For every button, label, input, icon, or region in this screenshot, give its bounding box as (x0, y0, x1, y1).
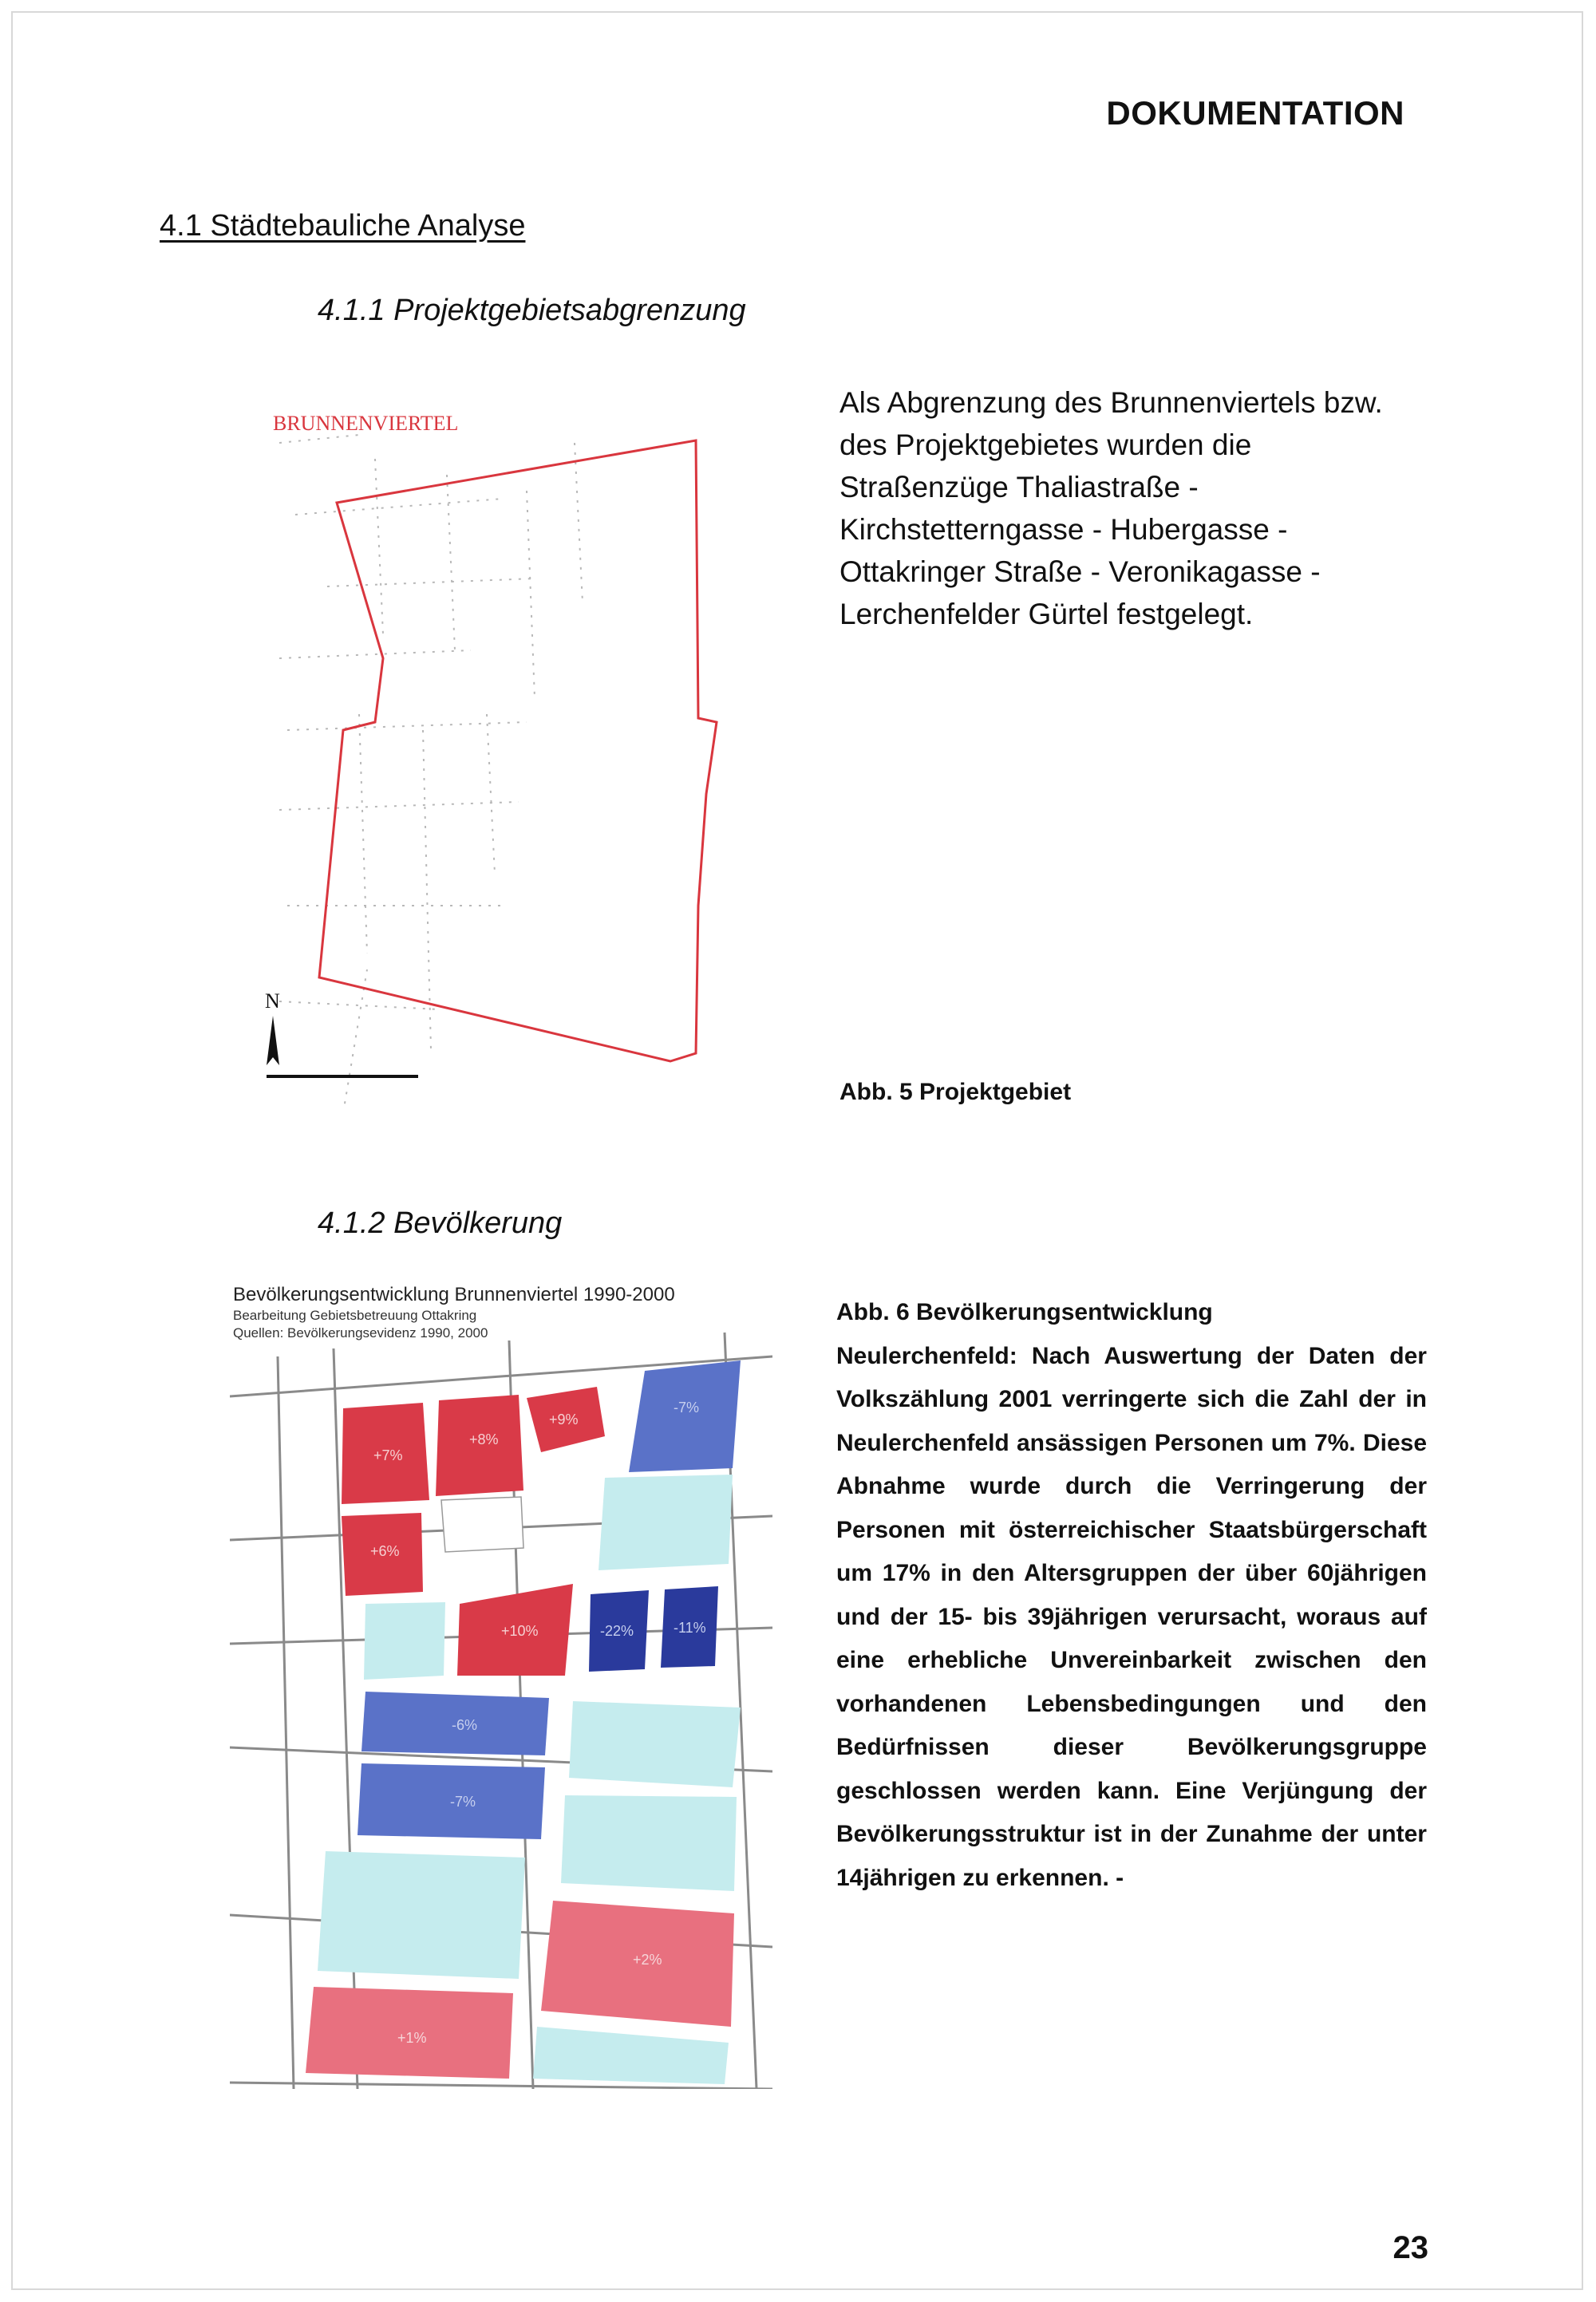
block-neutral (364, 1602, 445, 1680)
block-label: +8% (469, 1431, 499, 1447)
block-neutral (318, 1851, 525, 1979)
map-credit: Bearbeitung Gebietsbetreuung Ottakring (233, 1308, 477, 1323)
block-neutral (561, 1795, 737, 1891)
block-empty (441, 1497, 523, 1552)
block-label: +1% (397, 2030, 427, 2046)
map-title: Bevölkerungsentwicklung Brunnenviertel 1990-2000 (233, 1284, 675, 1305)
block-label: +7% (373, 1447, 403, 1463)
block-label: +10% (501, 1623, 539, 1639)
north-label: N (265, 989, 280, 1013)
population-description: Neulerchenfeld: Nach Auswertung der Daten der Volkszählung 2001 verringerte sich die Zahl der in Neulerchenfeld ansässigen Personen um 7%. Diese Abnahme wurde durch die Verringerung der Personen mit österreichischer Staatsbürgerschaft um 17% in den Altersgruppen der über 60jährigen und der 15- bis 39jährigen verursacht, woraus auf eine erhebliche Unvereinbarkeit zwischen den vorhandenen Lebensbedingungen und den Bedürfnissen dieser Bevölkerungsgruppe geschlossen werden kann. Eine Verjüngung der Bevölkerungsstruktur ist in der Zunahme der unter 14jährigen zu erkennen. - (836, 1342, 1427, 1891)
block-neutral (598, 1475, 733, 1570)
map-source: Quellen: Bevölkerungsevidenz 1990, 2000 (233, 1325, 488, 1341)
map-title: BRUNNENVIERTEL (273, 412, 459, 435)
header-title: DOKUMENTATION (1106, 94, 1404, 132)
figure-6-caption: Abb. 6 Bevölkerungsentwicklung (836, 1299, 1213, 1325)
project-area-description: Als Abgrenzung des Brunnenviertels bzw. des Projektgebietes wurden die Straßenzüge Thaliastraße - Kirchstetterngasse - Hubergasse - Ottakringer Straße - Veronikagasse - Lerchenfelder Gürtel festgelegt. (839, 386, 1383, 630)
subsection-title-projektgebiet: 4.1.1 Projektgebietsabgrenzung (318, 294, 746, 327)
project-boundary (319, 440, 717, 1061)
block-neutral (533, 2027, 729, 2084)
page-number: 23 (1393, 2230, 1428, 2265)
block-label: +6% (370, 1543, 400, 1559)
subsection-title-bevoelkerung: 4.1.2 Bevölkerung (318, 1206, 563, 1240)
block-label: +9% (549, 1412, 579, 1427)
population-development-text (836, 1291, 1427, 1900)
block-label: -11% (674, 1620, 706, 1636)
block-label: -7% (674, 1400, 700, 1416)
project-area-map (263, 395, 742, 1105)
block-neutral (569, 1701, 741, 1787)
figure-5-caption: Abb. 5 Projektgebiet (839, 1079, 1072, 1105)
population-map (230, 1277, 772, 2089)
block-label: -22% (600, 1623, 634, 1639)
north-arrow-icon (267, 1016, 279, 1065)
block-label: -7% (450, 1794, 476, 1810)
block-label: +2% (633, 1952, 662, 1968)
block-minus-7-top (629, 1360, 741, 1472)
scale-bar (267, 1075, 418, 1078)
block-label: -6% (452, 1717, 478, 1733)
section-title: 4.1 Städtebauliche Analyse (160, 209, 526, 243)
